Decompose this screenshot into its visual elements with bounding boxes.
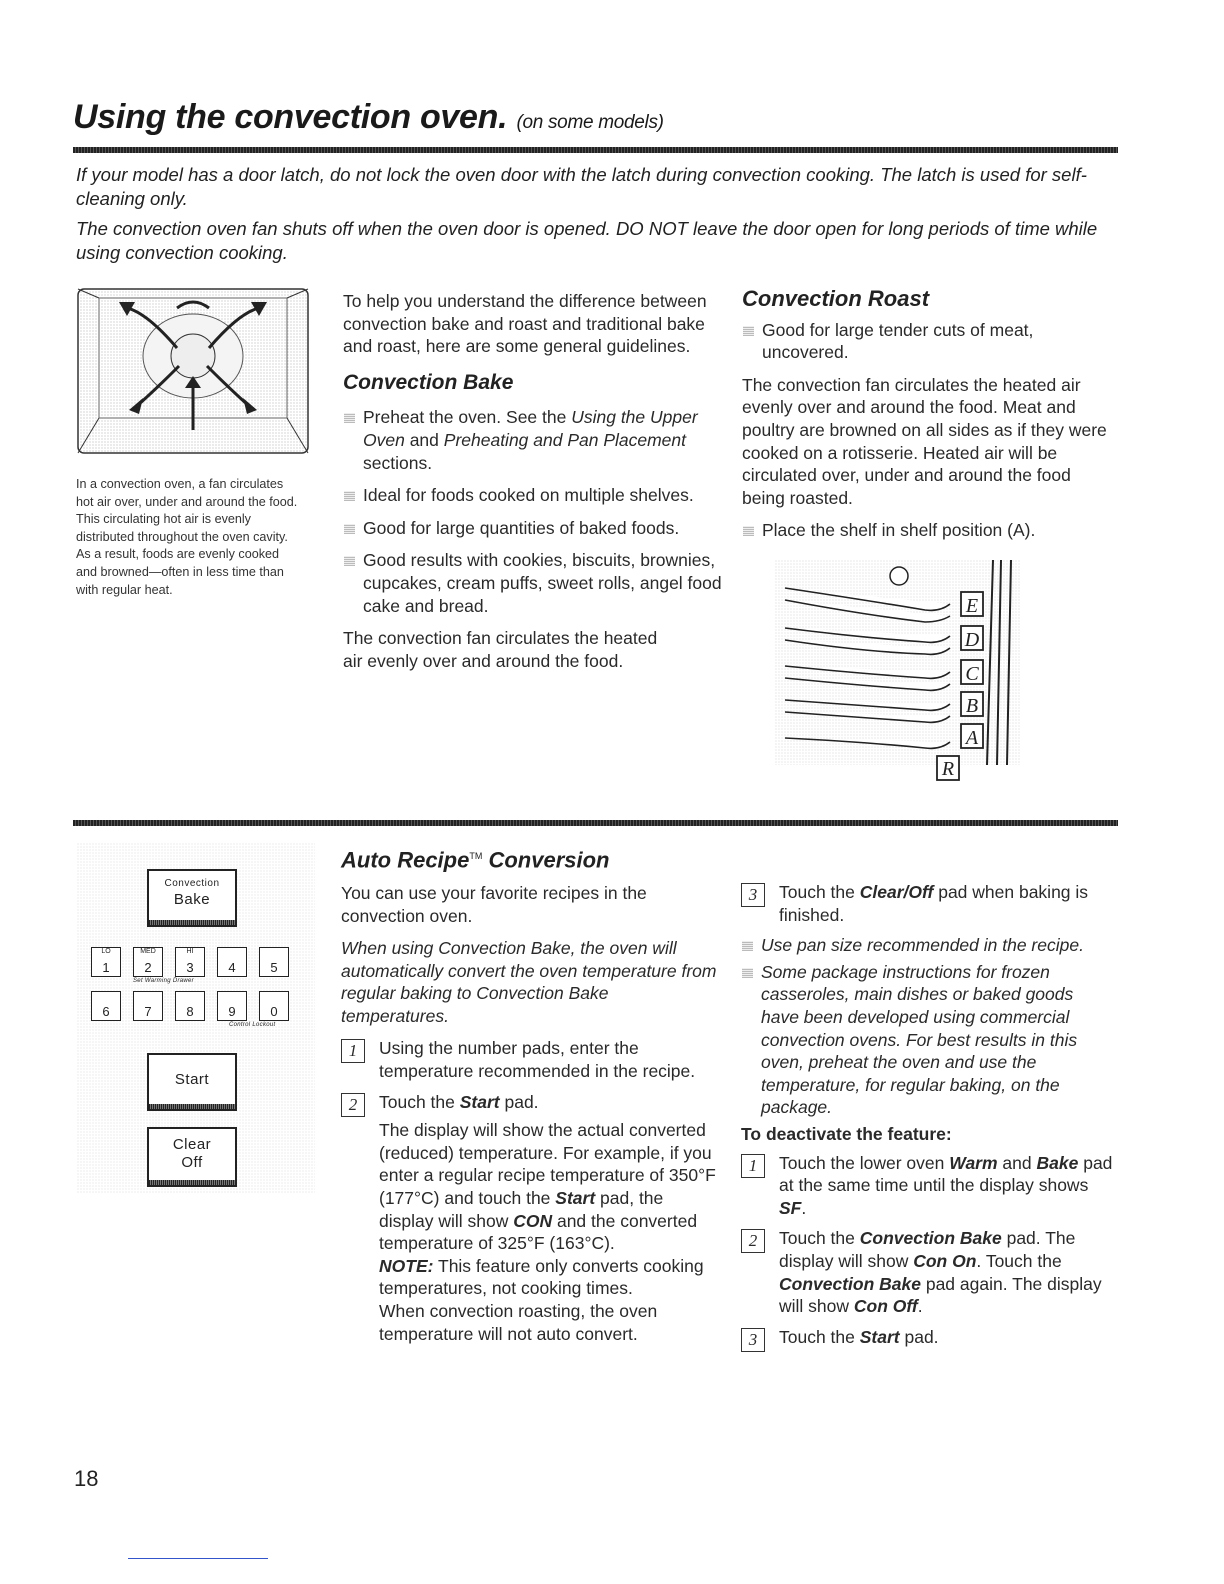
- deactivate-column: [741, 881, 1113, 1356]
- auto-recipe-intro: You can use your favorite recipes in the convection oven.: [341, 882, 647, 926]
- key-0[interactable]: 0: [259, 991, 289, 1021]
- roast-bullet-meat: Good for large tender cuts of meat, uncovered.: [742, 319, 1112, 364]
- deactivate-step-2: 2 Touch the Convection Bake pad. The display will show Con On. Touch the Convection Bake pad again. The display will show Con Off.: [741, 1227, 1113, 1317]
- key-6[interactable]: 6: [91, 991, 121, 1021]
- step-number-2: 2: [341, 1093, 365, 1117]
- deactivate-number-3: 3: [741, 1328, 765, 1352]
- shelf-label-e: E: [965, 595, 979, 617]
- auto-recipe-italic-note: When using Convection Bake, the oven will automatically convert the oven temperature from regular baking to Convection Bake temperatures.: [341, 938, 717, 1026]
- bake-bullet-preheat: Preheat the oven. See the Using the Upper Oven and Preheating and Pan Placement sections.: [343, 406, 728, 474]
- section-rule: [73, 820, 1118, 826]
- convection-roast-heading: Convection Roast: [742, 286, 930, 311]
- title-main: Using the convection oven.: [73, 98, 508, 136]
- bake-bullet-results: Good results with cookies, biscuits, brownies, cupcakes, cream puffs, sweet rolls, angel food cake and bread.: [343, 549, 728, 617]
- convection-bake-pad[interactable]: Convection Bake: [147, 869, 237, 927]
- title-subtitle: (on some models): [516, 112, 664, 133]
- pan-size-bullet: Use pan size recommended in the recipe.: [741, 934, 1113, 957]
- step-2-detail: The display will show the actual converted (reduced) temperature. For example, if you enter a regular recipe temperature of 350°F (177°C) and touch the Start pad, the display will show CON and the converted temperature of 325°F (163°C).: [379, 1120, 716, 1254]
- step-number-3: 3: [741, 883, 765, 907]
- footer-link-line: [128, 1558, 268, 1559]
- shelf-label-a: A: [965, 727, 979, 749]
- bake-bullet-shelves: Ideal for foods cooked on multiple shelves.: [343, 484, 728, 507]
- page-number: 18: [74, 1466, 99, 1491]
- step-number-1: 1: [341, 1039, 365, 1063]
- deactivate-number-2: 2: [741, 1229, 765, 1253]
- key-2[interactable]: MED 2: [133, 947, 163, 977]
- deactivate-number-1: 1: [741, 1154, 765, 1178]
- shelf-label-c: C: [965, 663, 979, 685]
- roast-paragraph: The convection fan circulates the heated air evenly over and around the food. Meat and poultry are browned on all sides as if they were cooked on a rotisserie. Heated air will be circulated over, under and around the food being roasted.: [742, 374, 1107, 508]
- shelf-label-d: D: [964, 629, 980, 651]
- package-instructions-bullet: Some package instructions for frozen casseroles, main dishes or baked goods have been developed using commercial convection ovens. For best results in this oven, preheat the oven and use the temperature, for regular baking, on the package.: [741, 961, 1113, 1119]
- bake-bullet-quantities: Good for large quantities of baked foods.: [343, 517, 728, 540]
- auto-recipe-step-2: 2 Touch the Start pad. The display will show the actual converted (reduced) temperature. For example, if you enter a regular recipe temperature of 350°F (177°C) and touch the Start pad, the display will show CON and the converted temperature of 325°F (163°C). NOTE: This feature only converts cooking temperatures, not cooking times. When convection roasting, the oven temperature will not auto convert.: [341, 1091, 721, 1346]
- convection-fan-illustration: [77, 288, 309, 454]
- control-panel-illustration: [77, 843, 315, 1193]
- deactivate-step-1: 1 Touch the lower oven Warm and Bake pad at the same time until the display shows SF.: [741, 1152, 1113, 1220]
- convection-guidelines-column: [343, 290, 728, 682]
- page-title: [73, 98, 664, 137]
- deactivate-heading: To deactivate the feature:: [741, 1123, 952, 1144]
- shelf-label-b: B: [965, 695, 979, 717]
- key-1[interactable]: LO 1: [91, 947, 121, 977]
- shelf-label-r: R: [941, 758, 955, 780]
- key-4[interactable]: 4: [217, 947, 247, 977]
- auto-recipe-column: [341, 845, 721, 1353]
- convection-roast-column: [742, 288, 1112, 552]
- auto-recipe-heading: Auto Recipe™ Conversion: [341, 847, 610, 873]
- auto-recipe-step-3: 3 Touch the Clear/Off pad when baking is finished.: [741, 881, 1113, 926]
- intro-latch: If your model has a door latch, do not lock the oven door with the latch during convection cooking. The latch is used for self-cleaning only.: [76, 164, 1087, 209]
- key-8[interactable]: 8: [175, 991, 205, 1021]
- roast-bullet-shelf: Place the shelf in shelf position (A).: [742, 519, 1112, 542]
- auto-recipe-note: NOTE: This feature only converts cooking temperatures, not cooking times.: [379, 1255, 704, 1299]
- intro-fan: The convection oven fan shuts off when the oven door is opened. DO NOT leave the door open for long periods of time while using convection cooking.: [76, 218, 1098, 263]
- header-rule: [73, 147, 1118, 153]
- key-7[interactable]: 7: [133, 991, 163, 1021]
- convection-bake-heading: Convection Bake: [343, 370, 514, 394]
- clear-off-pad[interactable]: Clear Off: [147, 1127, 237, 1187]
- set-warming-drawer-caption: Set Warming Drawer: [133, 978, 194, 984]
- deactivate-step-3: 3 Touch the Start pad.: [741, 1326, 1113, 1349]
- start-pad[interactable]: Start: [147, 1053, 237, 1111]
- illustration-caption: In a convection oven, a fan circulates hot air over, under and around the food. This circulating hot air is evenly distributed throughout the oven cavity. As a result, foods are evenly cooked and browned—often in less time than with regular heat.: [76, 477, 298, 597]
- bake-closing: The convection fan circulates the heated air evenly over and around the food.: [343, 628, 658, 671]
- auto-recipe-note-roasting: When convection roasting, the oven temperature will not auto convert.: [379, 1301, 658, 1344]
- auto-recipe-step-1: 1 Using the number pads, enter the temperature recommended in the recipe.: [341, 1037, 721, 1082]
- key-5[interactable]: 5: [259, 947, 289, 977]
- guidelines-lead: To help you understand the difference between convection bake and roast and traditional bake and roast, here are some general guidelines.: [343, 291, 707, 357]
- key-9[interactable]: 9: [217, 991, 247, 1021]
- key-3[interactable]: HI 3: [175, 947, 205, 977]
- shelf-positions-illustration: [775, 560, 1020, 780]
- control-lockout-caption: Control Lockout: [229, 1022, 276, 1028]
